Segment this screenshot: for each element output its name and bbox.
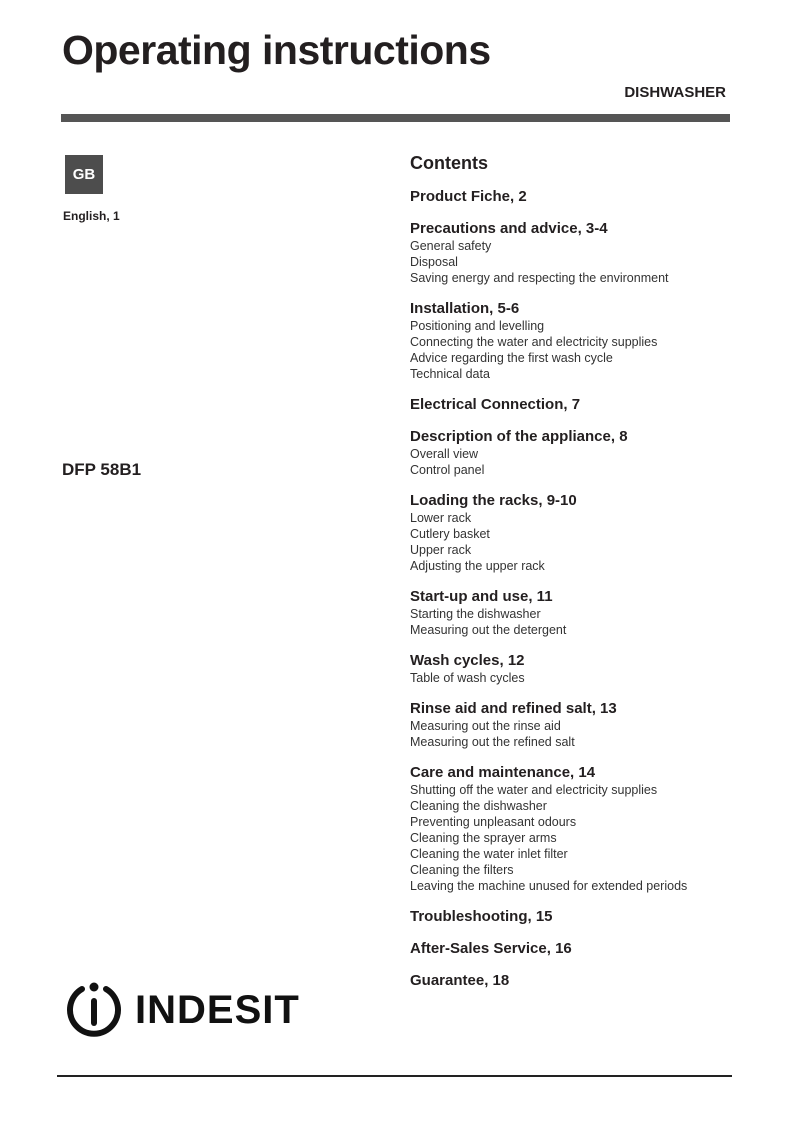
page-title: Operating instructions [62, 27, 491, 73]
toc-subitem[interactable]: Cleaning the dishwasher [410, 799, 547, 813]
toc-section-title[interactable]: Guarantee, 18 [410, 972, 510, 989]
toc-subitem[interactable]: Measuring out the refined salt [410, 735, 575, 749]
toc-section [410, 188, 740, 206]
toc-section-title[interactable]: Wash cycles, 12 [410, 652, 525, 669]
toc-section [410, 300, 740, 382]
toc-section [410, 700, 740, 750]
toc-section-title[interactable]: Start-up and use, 11 [410, 588, 553, 605]
toc-section [410, 396, 740, 414]
toc-section-title[interactable]: After-Sales Service, 16 [410, 940, 572, 957]
toc-section-title[interactable]: Care and maintenance, 14 [410, 764, 596, 781]
toc-section [410, 652, 740, 686]
toc-section [410, 908, 740, 926]
footer-divider [57, 1075, 732, 1077]
toc-subitem[interactable]: Control panel [410, 463, 485, 477]
toc-section [410, 220, 740, 286]
toc-subitem[interactable]: Cleaning the sprayer arms [410, 831, 557, 845]
toc-subitem[interactable]: Starting the dishwasher [410, 607, 541, 621]
toc-subitem[interactable]: Preventing unpleasant odours [410, 815, 577, 829]
toc-subitem[interactable]: Technical data [410, 367, 490, 381]
toc-subitem[interactable]: Positioning and levelling [410, 319, 545, 333]
toc-subitem[interactable]: Cleaning the filters [410, 863, 514, 877]
brand-logo [63, 979, 300, 1041]
toc-section-title[interactable]: Loading the racks, 9-10 [410, 492, 577, 509]
toc-subitem[interactable]: Table of wash cycles [410, 671, 525, 685]
language-link[interactable]: English, 1 [63, 209, 120, 223]
toc-subitem[interactable]: Measuring out the rinse aid [410, 719, 561, 733]
toc-section-title[interactable]: Precautions and advice, 3-4 [410, 220, 608, 237]
toc-subitem[interactable]: Disposal [410, 255, 458, 269]
header-divider [61, 114, 730, 122]
indesit-power-icon [63, 979, 125, 1041]
toc-section-title[interactable]: Installation, 5-6 [410, 300, 520, 317]
product-type: DISHWASHER [624, 84, 726, 101]
toc-subitem[interactable]: Upper rack [410, 543, 472, 557]
toc-section [410, 588, 740, 638]
toc-subitem[interactable]: Advice regarding the first wash cycle [410, 351, 613, 365]
toc-section [410, 940, 740, 958]
toc-section [410, 428, 740, 478]
toc-subitem[interactable]: Saving energy and respecting the environment [410, 271, 669, 285]
toc-subitem[interactable]: Overall view [410, 447, 479, 461]
toc-subitem[interactable]: Leaving the machine unused for extended periods [410, 879, 688, 893]
toc-section-title[interactable]: Rinse aid and refined salt, 13 [410, 700, 617, 717]
toc-subitem[interactable]: Adjusting the upper rack [410, 559, 545, 573]
toc-section-title[interactable]: Description of the appliance, 8 [410, 428, 628, 445]
model-number: DFP 58B1 [62, 460, 142, 479]
toc-subitem[interactable]: Cleaning the water inlet filter [410, 847, 568, 861]
toc-subitem[interactable]: Connecting the water and electricity supplies [410, 335, 658, 349]
language-badge: GB [65, 155, 103, 194]
toc-subitem[interactable]: General safety [410, 239, 492, 253]
toc-section [410, 972, 740, 990]
toc-subitem[interactable]: Shutting off the water and electricity supplies [410, 783, 658, 797]
toc-subitem[interactable]: Cutlery basket [410, 527, 490, 541]
toc-section-title[interactable]: Troubleshooting, 15 [410, 908, 553, 925]
brand-name: INDESIT [135, 987, 300, 1032]
toc-section [410, 764, 740, 894]
toc-section [410, 492, 740, 574]
toc-subitem[interactable]: Measuring out the detergent [410, 623, 567, 637]
toc-section-title[interactable]: Electrical Connection, 7 [410, 396, 581, 413]
toc-section-title[interactable]: Product Fiche, 2 [410, 188, 527, 205]
table-of-contents [410, 152, 740, 1004]
toc-subitem[interactable]: Lower rack [410, 511, 472, 525]
contents-heading: Contents [410, 153, 488, 173]
